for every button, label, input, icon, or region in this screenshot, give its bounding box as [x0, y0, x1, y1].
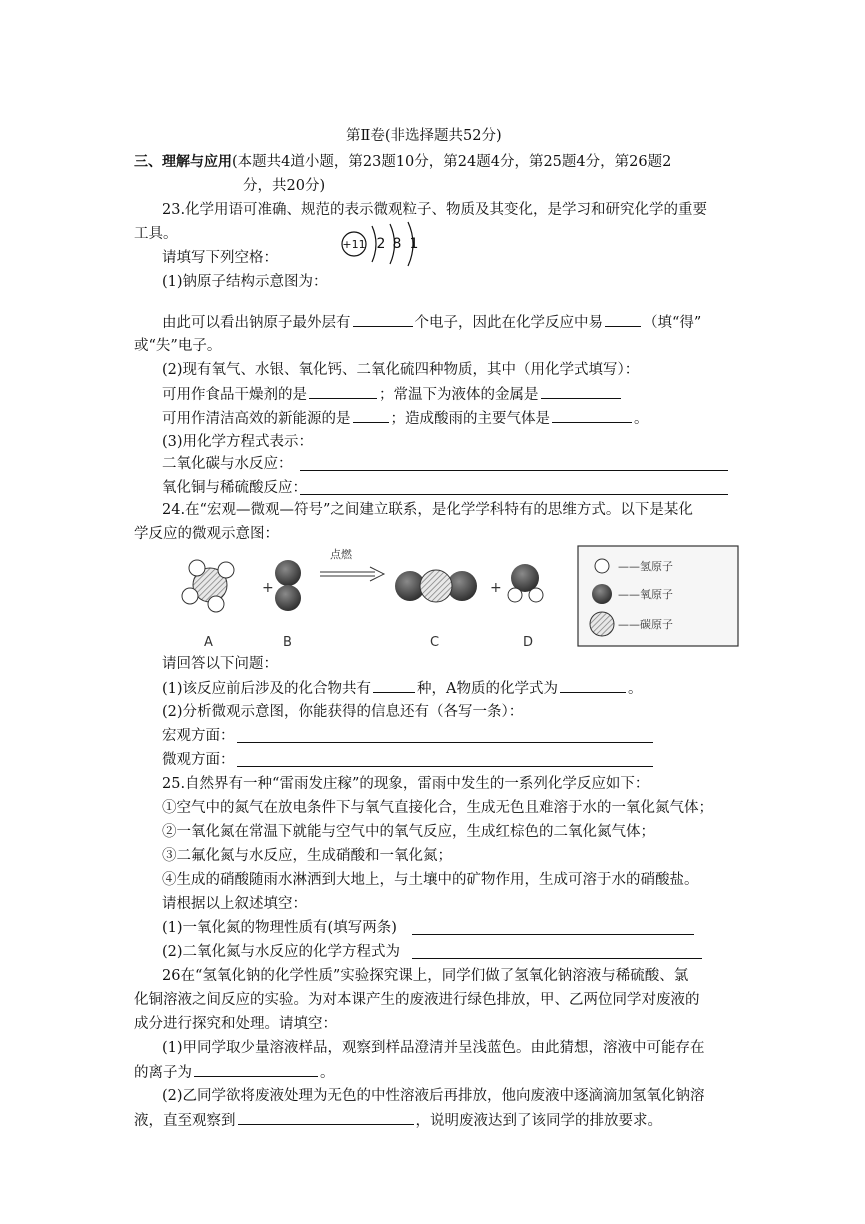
q24-p1: (1)该反应前后涉及的化合物共有 种，A物质的化学式为 。	[162, 678, 643, 699]
q24-intro-cont: 学反应的微观示意图：	[134, 526, 279, 542]
answer-blank[interactable]	[560, 678, 626, 693]
section-title: 三、理解与应用	[134, 154, 232, 170]
q25-item-1: ①空气中的氮气在放电条件下与氧气直接化合，生成无色且难溶于水的一氧化氮气体；	[162, 800, 713, 816]
label-d: D	[523, 635, 534, 650]
answer-line[interactable]	[237, 766, 653, 767]
q25-p1: (1)一氧化氮的物理性质有(填写两条)	[162, 920, 397, 936]
q23-p2-line2: 可用作清洁高效的新能源的是 ；造成酸雨的主要气体是 。	[162, 408, 649, 429]
reaction-arrow	[320, 567, 384, 581]
arrow-label: 点燃	[330, 548, 352, 561]
sodium-atom-diagram	[334, 218, 434, 278]
q25-item-4: ④生成的硝酸随雨水淋洒到大地上，与土壤中的矿物作用，生成可溶于水的硝酸盐。	[162, 872, 699, 888]
q23-p2-line1: 可用作食品干燥剂的是 ；常温下为液体的金属是	[162, 384, 623, 405]
label-b: B	[283, 635, 292, 650]
answer-blank[interactable]	[238, 1110, 414, 1125]
q25-p2: (2)二氧化氮与水反应的化学方程式为	[162, 944, 401, 960]
reaction-micro-diagram	[170, 540, 750, 655]
answer-blank[interactable]	[353, 312, 413, 327]
shell-arc-1	[372, 226, 376, 262]
legend-box	[578, 546, 738, 646]
q26-intro: 26在“氢氧化钠的化学性质”实验探究课上，同学们做了氢氧化钠溶液与稀硫酸、氯	[162, 968, 689, 984]
q23-p3-a: 二氧化碳与水反应：	[162, 456, 293, 472]
q26-intro-cont-2: 成分进行探究和处理。请填空：	[134, 1016, 337, 1032]
answer-blank[interactable]	[353, 408, 389, 423]
shell-3-electrons: 1	[409, 236, 419, 252]
q26-p2: (2)乙同学欲将废液处理为无色的中性溶液后再排放，他向废液中逐滴滴加氢氧化钠溶	[162, 1088, 705, 1104]
legend-carbon: ——碳原子	[618, 618, 673, 631]
answer-line[interactable]	[237, 742, 653, 743]
q26-p1-cont: 的离子为 。	[134, 1062, 335, 1083]
shell-1-electrons: 2	[376, 236, 386, 252]
plus-sign: +	[490, 580, 502, 596]
label-a: A	[204, 635, 213, 650]
answer-blank[interactable]	[552, 408, 632, 423]
nucleus-charge: +11	[342, 238, 366, 251]
shell-2-electrons: 8	[392, 236, 402, 252]
q25-prompt: 请根据以上叙述填空：	[162, 896, 307, 912]
q25-item-2: ②一氧化氮在常温下就能与空气中的氧气反应，生成红棕色的二氧化氮气体；	[162, 824, 655, 840]
molecule-b	[275, 560, 301, 611]
q24-micro: 微观方面：	[162, 752, 235, 768]
q23-p3: (3)用化学方程式表示：	[162, 434, 314, 450]
q24-p2: (2)分析微观示意图，你能获得的信息还有（各写一条）：	[162, 704, 524, 720]
q26-intro-cont: 化铜溶液之间反应的实验。为对本课产生的废液进行绿色排放，甲、乙两位同学对废液的	[134, 992, 700, 1008]
q23-p3-b: 氧化铜与稀硫酸反应：	[162, 480, 307, 496]
legend-oxygen: ——氧原子	[618, 588, 673, 601]
molecule-d	[508, 564, 543, 602]
q23-p2: (2)现有氧气、水银、氧化钙、二氧化硫四种物质，其中（用化学式填写）：	[162, 362, 640, 378]
q25-item-3: ③二氟化氮与水反应，生成硝酸和一氧化氮；	[162, 848, 452, 864]
molecule-a	[182, 560, 234, 612]
q23-p1-text-cont: 或“失”电子。	[134, 338, 222, 354]
q23-p1-text: 由此可以看出钠原子最外层有 个电子，因此在化学反应中易 （填“得”	[162, 312, 701, 333]
answer-line[interactable]	[412, 958, 702, 959]
q26-p1: (1)甲同学取少量溶液样品，观察到样品澄清并呈浅蓝色。由此猜想，溶液中可能存在	[162, 1040, 705, 1056]
answer-line[interactable]	[300, 494, 728, 495]
volume-title: 第Ⅱ卷(非选择题共52分)	[346, 128, 502, 144]
q23-intro-cont: 工具。	[134, 226, 178, 242]
q23-prompt: 请填写下列空格：	[162, 250, 278, 266]
answer-blank[interactable]	[373, 678, 415, 693]
answer-line[interactable]	[412, 934, 694, 935]
answer-blank[interactable]	[605, 312, 641, 327]
q23-p1: (1)钠原子结构示意图为：	[162, 274, 328, 290]
q23-intro: 23.化学用语可准确、规范的表示微观粒子、物质及其变化，是学习和研究化学的重要	[162, 202, 708, 218]
molecule-c	[395, 570, 477, 602]
answer-blank[interactable]	[309, 384, 377, 399]
q26-p2-cont: 液，直至观察到 ，说明废液达到了该同学的排放要求。	[134, 1110, 662, 1131]
section-note-cont: 分，共20分)	[243, 178, 326, 194]
answer-blank[interactable]	[541, 384, 621, 399]
section-note: (本题共4道小题，第23题10分，第24题4分，第25题4分，第26题2	[232, 154, 672, 170]
legend-hydrogen: ——氢原子	[618, 560, 673, 573]
section-heading	[134, 152, 671, 172]
answer-line[interactable]	[300, 470, 728, 471]
label-c: C	[430, 635, 440, 650]
q24-macro: 宏观方面：	[162, 728, 235, 744]
q24-intro: 24.在“宏观—微观—符号”之间建立联系，是化学学科特有的思维方式。以下是某化	[162, 502, 693, 518]
q24-prompt: 请回答以下问题：	[162, 656, 278, 672]
q25-intro: 25.自然界有一种“雷雨发庄稼”的现象，雷雨中发生的一系列化学反应如下：	[162, 776, 650, 792]
plus-sign: +	[262, 580, 274, 596]
answer-blank[interactable]	[194, 1062, 318, 1077]
